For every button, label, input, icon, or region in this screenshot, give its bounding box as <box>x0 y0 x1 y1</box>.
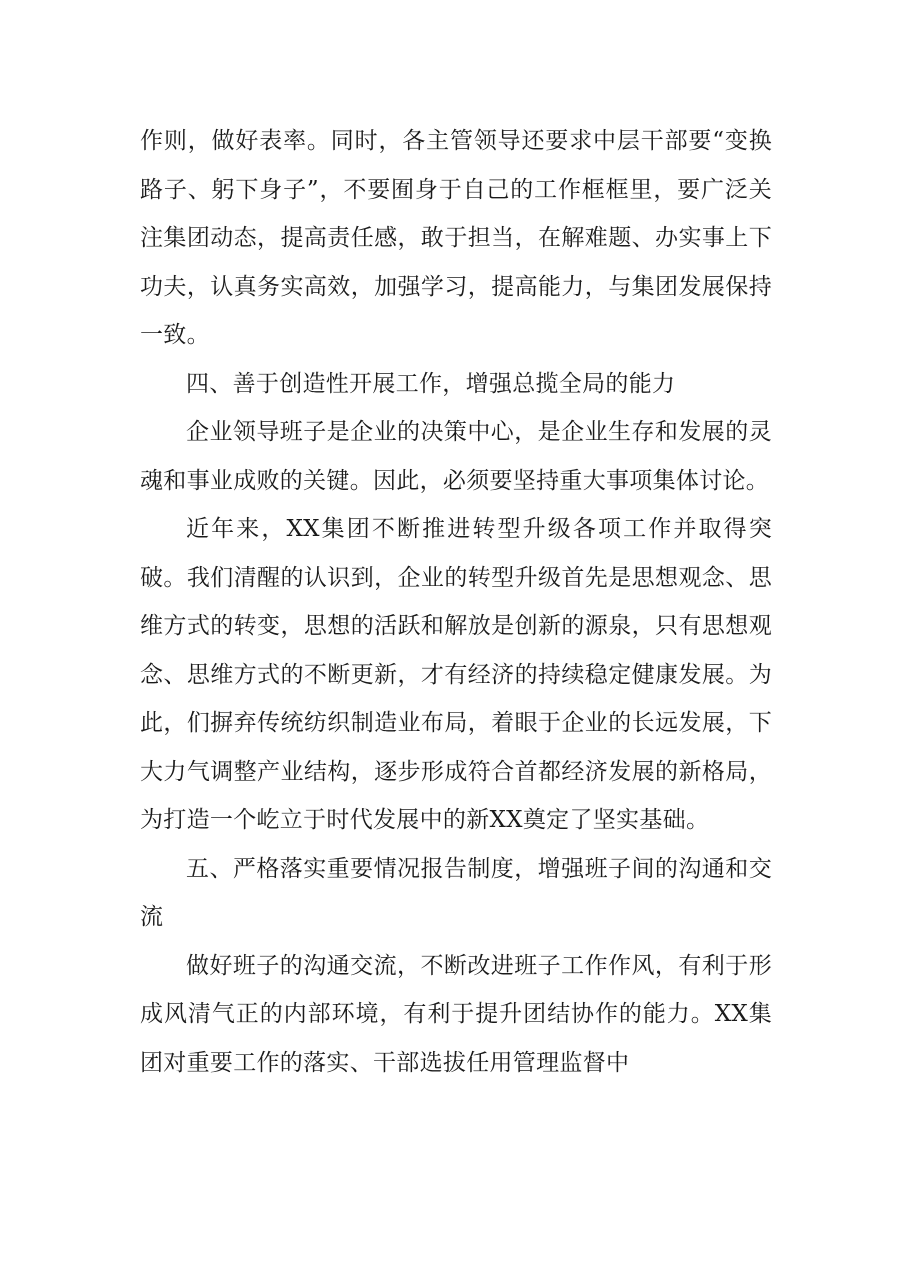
document-body <box>140 117 772 1087</box>
paragraph-communication: 做好班子的沟通交流，不断改进班子工作作风，有利于形成风清气正的内部环境，有利于提升团结协作的能力。XX集团对重要工作的落实、干部选拔任用管理监督中 <box>140 952 772 1076</box>
section-heading-four: 四、善于创造性开展工作，增强总揽全局的能力 <box>186 370 676 397</box>
paragraph-continuation: 作则，做好表率。同时，各主管领导还要求中层干部要“变换路子、躬下身子”，不要囿身于自己的工作框框里，要广泛关注集团动态，提高责任感，敢于担当，在解难题、办实事上下功夫，认真务实高效，加强学习，提高能力，与集团发展保持一致。 <box>140 128 772 348</box>
section-heading-five: 五、严格落实重要情况报告制度，增强班子间的沟通和交流 <box>140 855 772 930</box>
paragraph-transformation: 近年来，XX集团不断推进转型升级各项工作并取得突破。我们清醒的认识到，企业的转型升级首先是思想观念、思维方式的转变，思想的活跃和解放是创新的源泉，只有思想观念、思维方式的不断更新，才有经济的持续稳定健康发展。为此，们摒弃传统纺织制造业布局，着眼于企业的长远发展，下大力气调整产业结构，逐步形成符合首都经济发展的新格局，为打造一个屹立于时代发展中的新XX奠定了坚实基础。 <box>140 516 772 833</box>
paragraph-leadership-team: 企业领导班子是企业的决策中心，是企业生存和发展的灵魂和事业成败的关键。因此，必须要坚持重大事项集体讨论。 <box>140 419 772 494</box>
